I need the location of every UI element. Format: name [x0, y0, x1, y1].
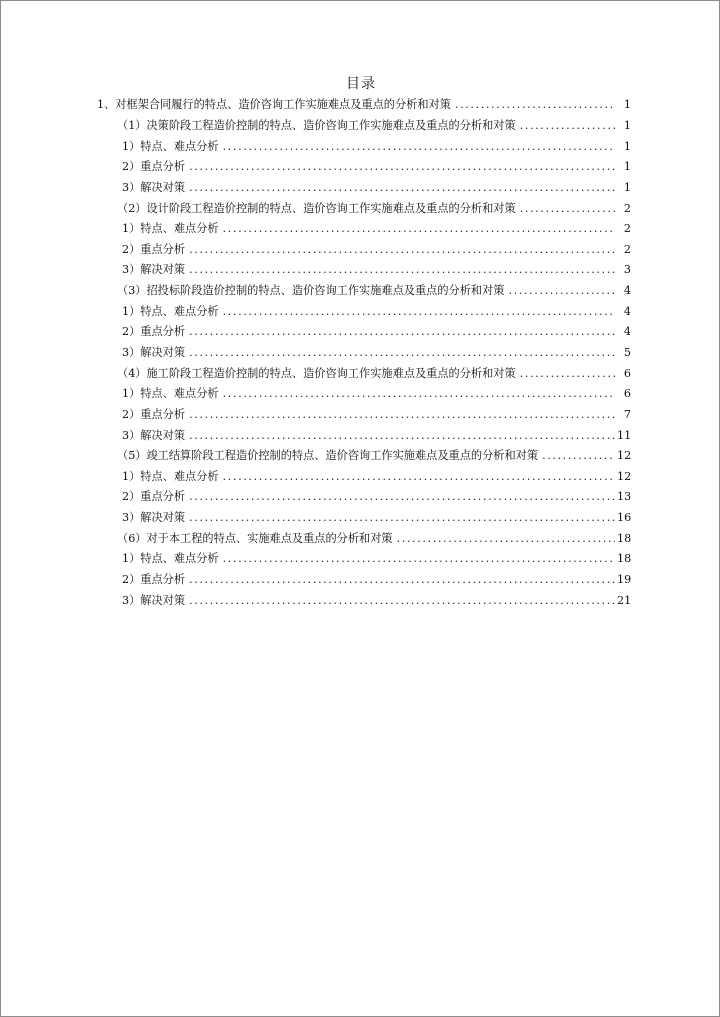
toc-leader-dots	[520, 202, 615, 216]
toc-leader-dots	[189, 511, 615, 525]
toc-entry-label: （2）设计阶段工程造价控制的特点、造价咨询工作实施难点及重点的分析和对策	[117, 201, 516, 215]
toc-leader-dots	[189, 346, 615, 360]
toc-leader-dots	[189, 490, 615, 504]
toc-entry-label: （6）对于本工程的特点、实施难点及重点的分析和对策	[117, 531, 393, 545]
toc-leader-dots	[455, 98, 615, 112]
toc-entry-page: 2	[623, 242, 631, 256]
toc-entry[interactable]	[1, 384, 720, 405]
toc-entry-page: 1	[623, 139, 631, 153]
toc-leader-dots	[189, 429, 615, 443]
toc-entry-label: （4）施工阶段工程造价控制的特点、造价咨询工作实施难点及重点的分析和对策	[117, 366, 516, 380]
toc-entry-page: 16	[617, 511, 632, 525]
toc-entry[interactable]	[1, 178, 720, 199]
toc-entry[interactable]	[1, 508, 720, 529]
toc-entry-label: 3）解决对策	[122, 180, 186, 194]
toc-leader-dots	[509, 284, 616, 298]
toc-entry-label: 2）重点分析	[122, 242, 186, 256]
toc-entry-label: 1）特点、难点分析	[122, 139, 219, 153]
toc-entry-label: 2）重点分析	[122, 407, 186, 421]
toc-entry-label: 1）特点、难点分析	[122, 304, 219, 318]
toc-entry[interactable]	[1, 219, 720, 240]
toc-entry[interactable]	[1, 136, 720, 157]
toc-entry-page: 18	[617, 531, 632, 545]
toc-entry[interactable]	[1, 467, 720, 488]
toc-entry-page: 11	[617, 428, 632, 442]
toc-entry[interactable]	[1, 405, 720, 426]
toc-leader-dots	[223, 552, 615, 566]
toc-leader-dots	[223, 222, 615, 236]
toc-title: 目录	[346, 76, 376, 92]
toc-entry-label: 3）解决对策	[122, 346, 186, 359]
toc-leader-dots	[189, 573, 615, 587]
toc-entry-label: 1、对框架合同履行的特点、造价咨询工作实施难点及重点的分析和对策	[97, 98, 451, 112]
toc-entry-page: 7	[623, 407, 631, 421]
toc-leader-dots	[189, 181, 615, 195]
toc-entry-page: 3	[623, 263, 631, 277]
toc-entry-page: 12	[617, 449, 632, 463]
toc-entry[interactable]	[1, 157, 720, 178]
toc-entry-page: 2	[623, 222, 631, 236]
toc-entry[interactable]	[1, 260, 720, 281]
toc-entry-page: 19	[617, 573, 632, 587]
toc-leader-dots	[189, 325, 615, 339]
toc-leader-dots	[223, 470, 615, 484]
toc-entry-page: 13	[617, 490, 632, 504]
toc-entry[interactable]	[1, 590, 720, 611]
toc-entry[interactable]	[1, 343, 720, 364]
toc-leader-dots	[189, 594, 615, 608]
toc-entry-page: 4	[623, 304, 631, 318]
toc-entry-label: 3）解决对策	[122, 428, 186, 442]
toc-leader-dots	[520, 119, 615, 133]
toc-leader-dots	[223, 305, 615, 319]
toc-entry-label: 1）特点、难点分析	[122, 387, 219, 401]
toc-entry-page: 21	[617, 593, 632, 607]
toc-leader-dots	[223, 387, 615, 401]
toc-entry[interactable]	[1, 281, 720, 302]
toc-leader-dots	[520, 367, 615, 381]
toc-entry-label: 1）特点、难点分析	[122, 469, 219, 483]
toc-entry-label: 3）解决对策	[122, 511, 186, 525]
toc-leader-dots	[189, 243, 615, 257]
toc-leader-dots	[189, 263, 615, 277]
toc-entry-label: （5）竣工结算阶段工程造价控制的特点、造价咨询工作实施难点及重点的分析和对策	[117, 449, 539, 463]
toc-entry-page: 1	[623, 118, 631, 132]
toc-entry[interactable]	[1, 95, 720, 116]
toc-entry[interactable]	[1, 487, 720, 508]
toc-entry-page: 6	[623, 366, 631, 380]
toc-entry-page: 5	[623, 346, 631, 359]
toc-entry-label: 2）重点分析	[122, 573, 186, 587]
toc-entry-page: 1	[623, 160, 631, 174]
table-of-contents	[1, 95, 720, 611]
toc-entry[interactable]	[1, 322, 720, 343]
toc-entry[interactable]	[1, 425, 720, 446]
toc-entry-label: 2）重点分析	[122, 490, 186, 504]
toc-entry[interactable]	[1, 198, 720, 219]
toc-entry-label: （3）招投标阶段造价控制的特点、造价咨询工作实施难点及重点的分析和对策	[117, 284, 505, 298]
toc-entry-page: 4	[623, 325, 631, 339]
toc-entry-page: 1	[623, 98, 631, 112]
toc-leader-dots	[223, 140, 615, 154]
toc-entry-label: 2）重点分析	[122, 160, 186, 174]
toc-entry[interactable]	[1, 528, 720, 549]
toc-entry-label: 2）重点分析	[122, 325, 186, 339]
toc-leader-dots	[542, 449, 615, 463]
toc-entry[interactable]	[1, 446, 720, 467]
toc-entry-label: 1）特点、难点分析	[122, 222, 219, 236]
toc-entry-label: （1）决策阶段工程造价控制的特点、造价咨询工作实施难点及重点的分析和对策	[117, 118, 516, 132]
toc-entry-page: 18	[617, 552, 632, 566]
toc-entry-page: 12	[617, 469, 632, 483]
toc-entry[interactable]	[1, 301, 720, 322]
toc-leader-dots	[189, 408, 615, 422]
toc-leader-dots	[189, 160, 615, 174]
toc-entry-page: 2	[623, 201, 631, 215]
toc-leader-dots	[397, 532, 615, 546]
toc-entry[interactable]	[1, 570, 720, 591]
toc-entry-label: 3）解决对策	[122, 593, 186, 607]
toc-entry[interactable]	[1, 116, 720, 137]
toc-entry[interactable]	[1, 549, 720, 570]
toc-entry[interactable]	[1, 363, 720, 384]
toc-entry[interactable]	[1, 239, 720, 260]
toc-entry-page: 1	[623, 180, 631, 194]
toc-entry-page: 6	[623, 387, 631, 401]
toc-entry-label: 1）特点、难点分析	[122, 552, 219, 566]
toc-entry-label: 3）解决对策	[122, 263, 186, 277]
toc-entry-page: 4	[623, 284, 631, 298]
